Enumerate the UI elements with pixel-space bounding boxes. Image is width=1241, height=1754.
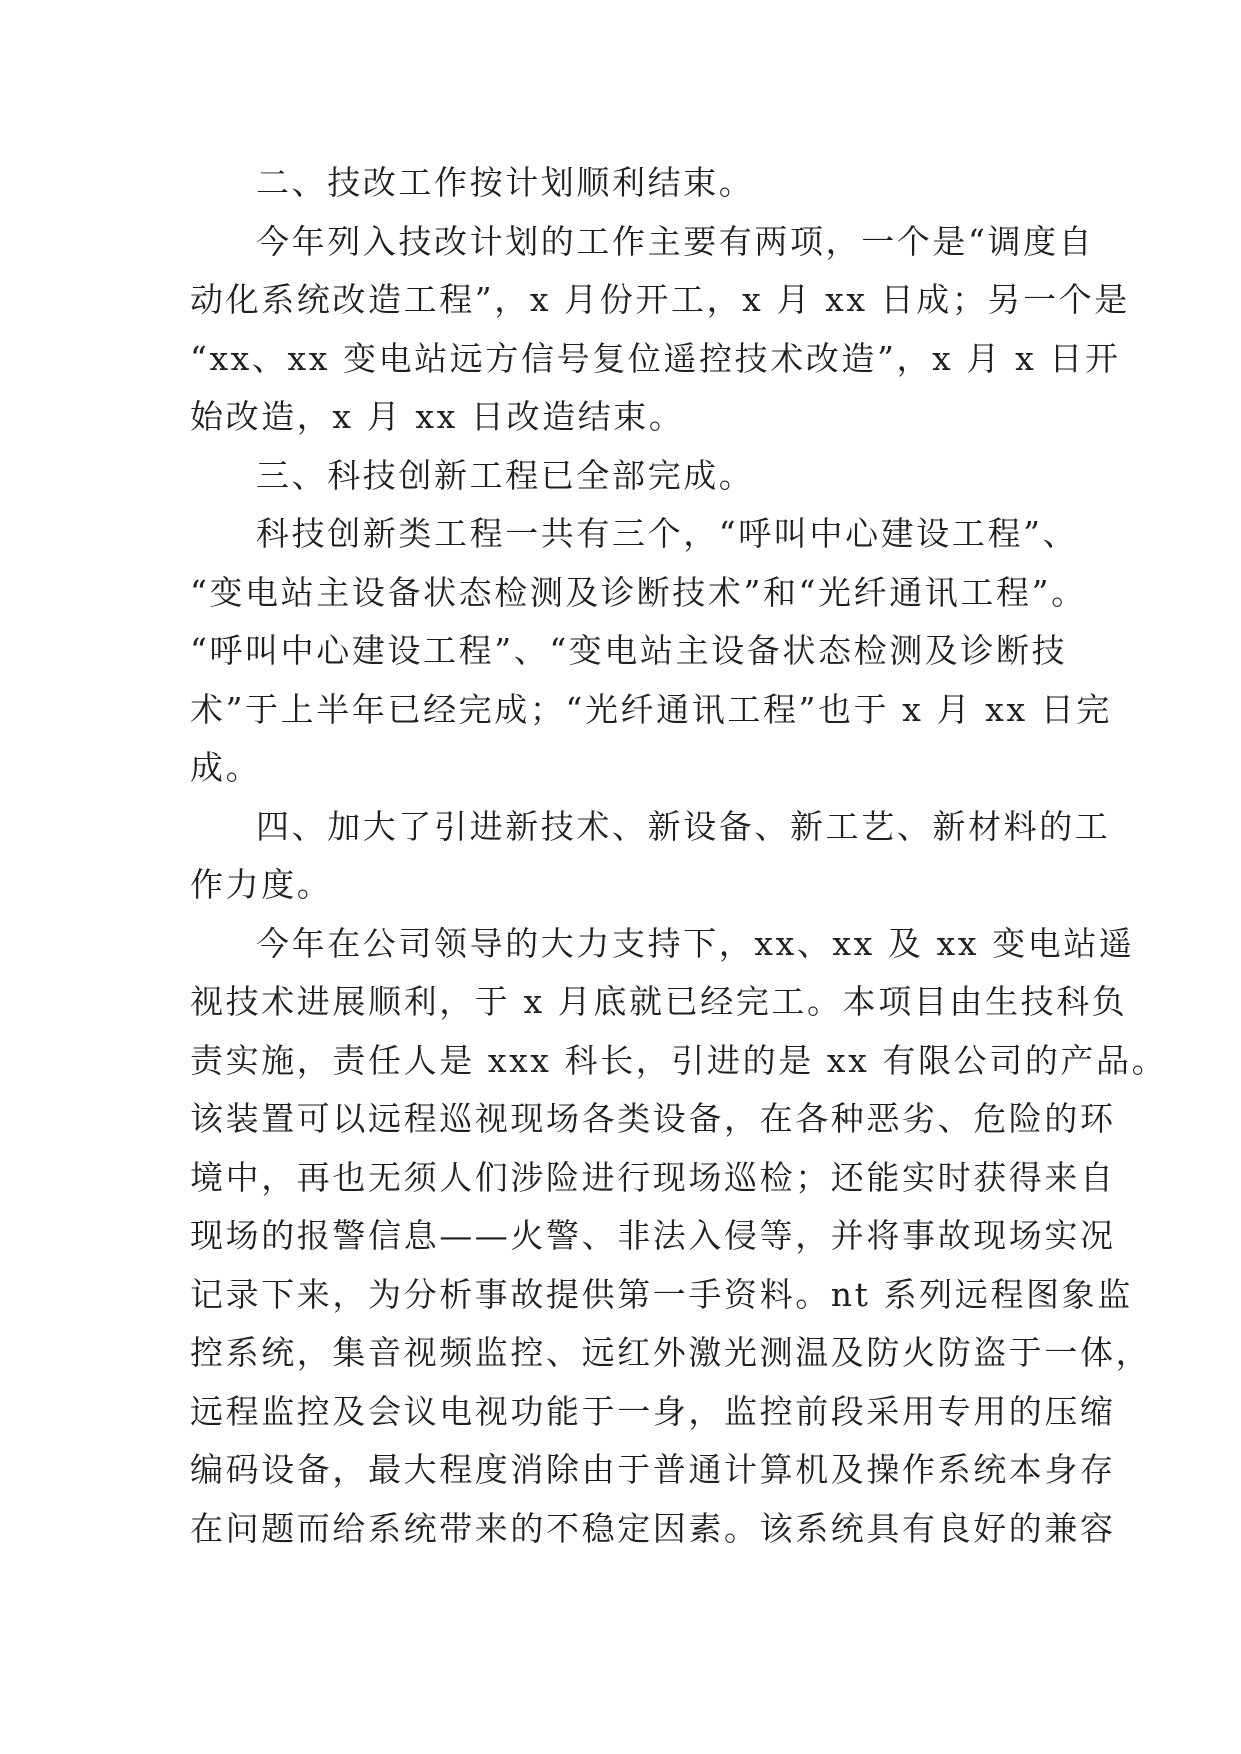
paragraph-line: 术”于上半年已经完成；“光纤通讯工程”也于 x 月 xx 日完 [190, 690, 1113, 729]
paragraph-line: 今年在公司领导的大力支持下，xx、xx 及 xx 变电站遥 [256, 924, 1135, 963]
paragraph-line: 编码设备，最大程度消除由于普通计算机及操作系统本身存 [190, 1450, 1116, 1489]
paragraph-line: 科技创新类工程一共有三个，“呼叫中心建设工程”、 [256, 514, 1079, 553]
paragraph-line: 现场的报警信息——火警、非法入侵等，并将事故现场实况 [190, 1216, 1116, 1255]
paragraph-line: 境中，再也无须人们涉险进行现场巡检；还能实时获得来自 [190, 1158, 1116, 1197]
paragraph-line: 记录下来，为分析事故提供第一手资料。nt 系列远程图象监 [190, 1275, 1133, 1314]
paragraph-line: 该装置可以远程巡视现场各类设备，在各种恶劣、危险的环 [190, 1099, 1116, 1138]
paragraph-line: 责实施，责任人是 xxx 科长，引进的是 xx 有限公司的产品。 [190, 1041, 1168, 1080]
heading-innovation: 三、科技创新工程已全部完成。 [256, 456, 755, 495]
paragraph-line: 远程监控及会议电视功能于一身，监控前段采用专用的压缩 [190, 1392, 1116, 1431]
paragraph-line: 视技术进展顺利，于 x 月底就已经完工。本项目由生技科负 [190, 982, 1128, 1021]
paragraph-line: 成。 [190, 748, 262, 787]
paragraph-line: 在问题而给系统带来的不稳定因素。该系统具有良好的兼容 [190, 1509, 1116, 1548]
heading-new-technology: 四、加大了引进新技术、新设备、新工艺、新材料的工 [256, 807, 1111, 846]
paragraph-line: “xx、xx 变电站远方信号复位遥控技术改造”，x 月 x 日开 [190, 339, 1121, 378]
paragraph-line: “呼叫中心建设工程”、“变电站主设备状态检测及诊断技 [190, 631, 1068, 670]
heading-tech-renovation: 二、技改工作按计划顺利结束。 [256, 163, 755, 202]
paragraph-line: 控系统，集音视频监控、远红外激光测温及防火防盗于一体， [190, 1333, 1152, 1372]
paragraph-line: “变电站主设备状态检测及诊断技术”和“光纤通讯工程”。 [190, 573, 1087, 612]
paragraph-line: 动化系统改造工程”，x 月份开工，x 月 xx 日成；另一个是 [190, 280, 1130, 319]
paragraph-line: 作力度。 [190, 865, 333, 904]
paragraph-line: 今年列入技改计划的工作主要有两项，一个是“调度自 [256, 222, 1095, 261]
paragraph-line: 始改造，x 月 xx 日改造结束。 [190, 397, 685, 436]
